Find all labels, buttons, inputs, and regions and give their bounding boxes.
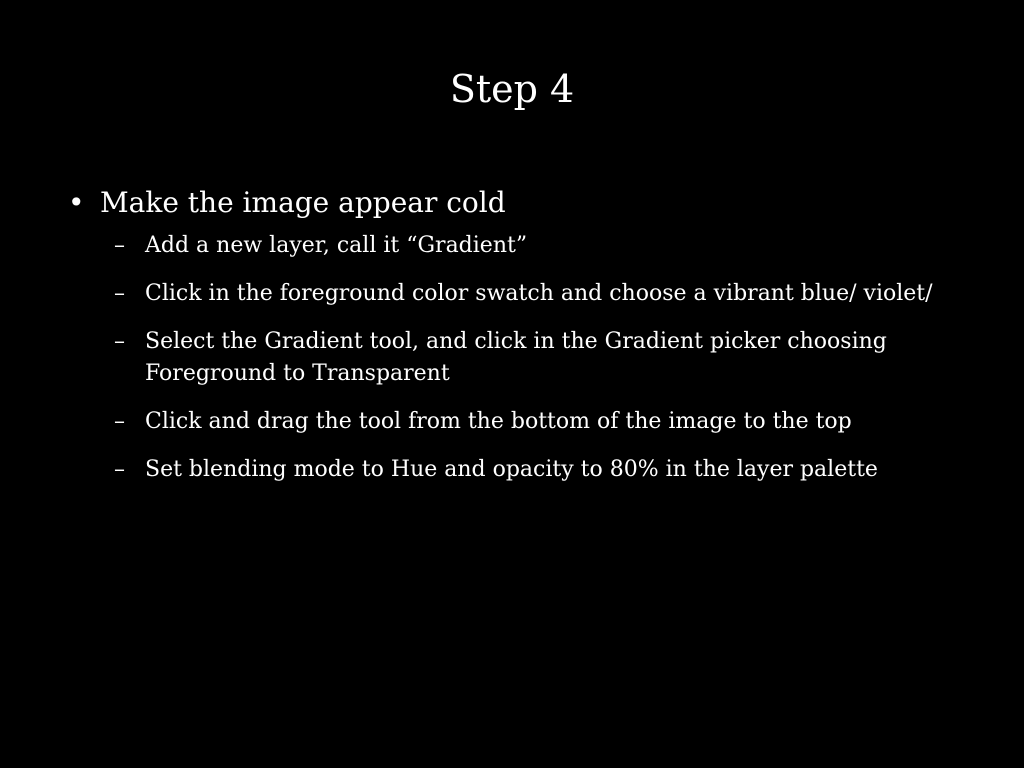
slide-title: Step 4: [449, 67, 575, 111]
sub-bullet-list: [64, 230, 964, 486]
bullet-marker: •: [68, 186, 85, 219]
sub-bullet-text: Add a new layer, call it “Gradient”: [145, 233, 528, 258]
dash-marker: –: [114, 233, 125, 258]
dash-marker: –: [114, 409, 125, 434]
slide-content: [64, 184, 964, 502]
sub-bullet-item: [64, 326, 964, 390]
sub-bullet-text: Set blending mode to Hue and opacity to 80% in the layer palette: [145, 457, 878, 482]
bullet-text: Make the image appear cold: [100, 186, 506, 219]
sub-bullet-text: Select the Gradient tool, and click in the Gradient picker choosing Foreground to Transparent: [145, 329, 887, 386]
sub-bullet-item: [64, 278, 964, 310]
sub-bullet-text: Click and drag the tool from the bottom of the image to the top: [145, 409, 852, 434]
dash-marker: –: [114, 329, 125, 354]
sub-bullet-item: [64, 454, 964, 486]
bullet-item: [64, 184, 964, 222]
dash-marker: –: [114, 281, 125, 306]
sub-bullet-text: Click in the foreground color swatch and choose a vibrant blue/ violet/: [145, 281, 933, 306]
dash-marker: –: [114, 457, 125, 482]
sub-bullet-item: [64, 406, 964, 438]
sub-bullet-item: [64, 230, 964, 262]
